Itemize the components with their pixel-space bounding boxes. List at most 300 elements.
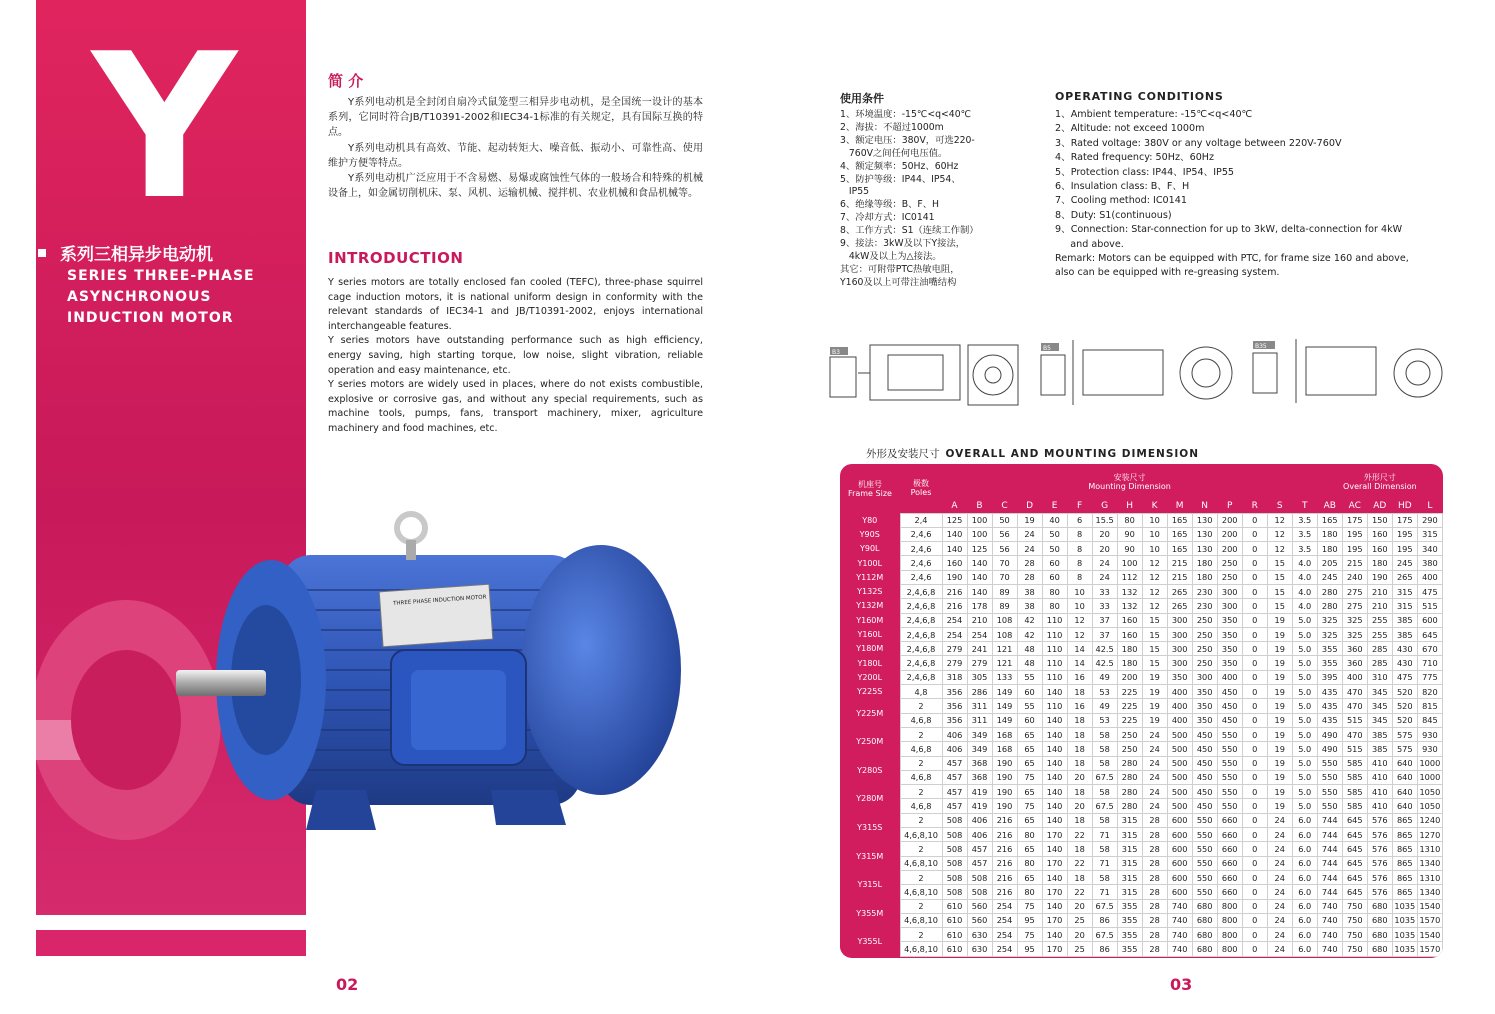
series-cn-title	[38, 240, 213, 265]
table-cell: 50	[1042, 527, 1067, 541]
table-cell: 24	[1092, 556, 1117, 570]
table-cell: 279	[967, 656, 992, 670]
table-cell: 520	[1392, 713, 1417, 727]
table-cell: 500	[1167, 785, 1192, 799]
table-cell: 645	[1342, 842, 1367, 856]
table-cell: 165	[1167, 542, 1192, 556]
table-cell: 38	[1017, 599, 1042, 613]
table-cell: 380	[1417, 556, 1442, 570]
table-cell: 645	[1342, 885, 1367, 899]
condition-cn-item: 2、海拔：不超过1000m	[840, 121, 944, 133]
table-cell: 640	[1392, 770, 1417, 784]
column-header: AB	[1323, 500, 1336, 511]
table-cell: 67.5	[1092, 899, 1117, 913]
table-cell: 368	[967, 756, 992, 770]
table-cell: 20	[1067, 770, 1092, 784]
table-cell: 53	[1092, 713, 1117, 727]
table-cell: 1050	[1417, 785, 1442, 799]
condition-en-item: and above.	[1055, 238, 1124, 250]
table-cell: 585	[1342, 785, 1367, 799]
table-row	[840, 727, 1443, 741]
table-cell: 508	[942, 856, 967, 870]
table-cell: 190	[992, 799, 1017, 813]
table-cell: 168	[992, 727, 1017, 741]
table-cell: 58	[1092, 742, 1117, 756]
table-cell: 75	[1017, 799, 1042, 813]
table-cell: 19	[1267, 785, 1292, 799]
table-cell: 290	[1417, 513, 1442, 527]
table-cell: 490	[1317, 742, 1342, 756]
condition-en-item: 4、Rated frequency: 50Hz、60Hz	[1055, 152, 1215, 164]
column-header: HD	[1397, 500, 1412, 511]
table-cell: 28	[1142, 913, 1167, 927]
table-row	[840, 699, 1443, 713]
table-cell: 80	[1017, 828, 1042, 842]
table-cell: 133	[992, 670, 1017, 684]
table-row	[840, 742, 1443, 756]
table-cell: 0	[1242, 799, 1267, 813]
table-cell: 67.5	[1092, 799, 1117, 813]
table-cell: 1340	[1417, 856, 1442, 870]
table-cell: 550	[1317, 785, 1342, 799]
table-cell: 0	[1242, 584, 1267, 598]
frame-cell: Y315M	[840, 842, 900, 871]
table-cell: 14	[1067, 642, 1092, 656]
table-cell: 279	[942, 642, 967, 656]
frame-cell: Y80	[840, 513, 900, 527]
table-cell: 550	[1192, 885, 1217, 899]
table-cell: 435	[1317, 685, 1342, 699]
table-cell: 740	[1317, 913, 1342, 927]
table-cell: 470	[1342, 727, 1367, 741]
table-cell: 600	[1417, 613, 1442, 627]
table-cell: 1035	[1392, 928, 1417, 942]
table-cell: 140	[1042, 742, 1067, 756]
table-caption-cn: 外形及安装尺寸	[866, 448, 940, 460]
table-cell: 95	[1017, 942, 1042, 956]
table-cell: 58	[1092, 842, 1117, 856]
table-row	[840, 642, 1443, 656]
table-cell: 575	[1392, 727, 1417, 741]
table-cell: 71	[1092, 856, 1117, 870]
table-cell: 140	[1042, 685, 1067, 699]
table-cell: 70	[992, 556, 1017, 570]
table-cell: 800	[1217, 913, 1242, 927]
table-cell: 740	[1167, 913, 1192, 927]
table-cell: 385	[1392, 627, 1417, 641]
table-cell: 6.0	[1292, 885, 1317, 899]
table-cell: 315	[1117, 885, 1142, 899]
table-row	[840, 527, 1443, 541]
table-cell: 660	[1217, 885, 1242, 899]
table-cell: 5.0	[1292, 785, 1317, 799]
frame-cell: Y355M	[840, 899, 900, 928]
table-cell: 20	[1067, 928, 1092, 942]
table-cell: 19	[1142, 713, 1167, 727]
table-cell: 18	[1067, 713, 1092, 727]
table-cell: 610	[942, 928, 967, 942]
table-cell: 406	[942, 727, 967, 741]
table-cell: 19	[1142, 699, 1167, 713]
table-cell: 4.0	[1292, 599, 1317, 613]
table-cell: 6	[1067, 513, 1092, 527]
table-cell: 18	[1067, 685, 1092, 699]
table-cell: 457	[942, 799, 967, 813]
table-cell: 356	[942, 699, 967, 713]
table-cell: 28	[1017, 570, 1042, 584]
table-cell: 140	[1042, 928, 1067, 942]
table-cell: 2	[900, 928, 942, 942]
table-cell: 450	[1192, 770, 1217, 784]
table-cell: 345	[1367, 699, 1392, 713]
table-cell: 435	[1317, 699, 1342, 713]
table-cell: 0	[1242, 527, 1267, 541]
table-cell: 216	[992, 842, 1017, 856]
table-cell: 216	[992, 870, 1017, 884]
table-cell: 0	[1242, 913, 1267, 927]
table-cell: 195	[1342, 527, 1367, 541]
table-cell: 450	[1217, 685, 1242, 699]
table-cell: 132	[1117, 599, 1142, 613]
table-cell: 1570	[1417, 913, 1442, 927]
table-cell: 575	[1392, 742, 1417, 756]
table-cell: 28	[1142, 828, 1167, 842]
table-cell: 355	[1317, 656, 1342, 670]
table-cell: 400	[1417, 570, 1442, 584]
table-cell: 610	[942, 942, 967, 956]
table-cell: 285	[1367, 656, 1392, 670]
ghost-motor	[36, 600, 221, 840]
table-row	[840, 913, 1443, 927]
table-cell: 71	[1092, 885, 1117, 899]
table-cell: 140	[967, 556, 992, 570]
table-cell: 750	[1342, 928, 1367, 942]
table-cell: 24	[1267, 870, 1292, 884]
table-cell: 140	[1042, 713, 1067, 727]
table-cell: 140	[1042, 727, 1067, 741]
table-cell: 50	[1042, 542, 1067, 556]
table-cell: 19	[1267, 727, 1292, 741]
table-cell: 75	[1017, 928, 1042, 942]
table-cell: 508	[967, 885, 992, 899]
table-cell: 140	[1042, 813, 1067, 827]
table-cell: 508	[942, 813, 967, 827]
table-cell: 318	[942, 670, 967, 684]
table-cell: 28	[1142, 928, 1167, 942]
table-cell: 1340	[1417, 885, 1442, 899]
table-cell: 325	[1342, 613, 1367, 627]
table-cell: 250	[1117, 727, 1142, 741]
table-cell: 71	[1092, 828, 1117, 842]
table-cell: 660	[1217, 842, 1242, 856]
table-cell: 170	[1042, 856, 1067, 870]
table-cell: 550	[1317, 799, 1342, 813]
table-cell: 740	[1167, 942, 1192, 956]
frame-cell: Y160M	[840, 613, 900, 627]
table-cell: 508	[942, 885, 967, 899]
table-cell: 355	[1117, 942, 1142, 956]
table-cell: 315	[1392, 584, 1417, 598]
table-cell: 0	[1242, 928, 1267, 942]
table-row	[840, 570, 1443, 584]
table-row	[840, 899, 1443, 913]
table-cell: 140	[1042, 756, 1067, 770]
table-cell: 500	[1167, 756, 1192, 770]
table-cell: 744	[1317, 813, 1342, 827]
conditions-cn-title: 使用条件	[840, 92, 884, 105]
table-cell: 300	[1167, 613, 1192, 627]
table-cell: 645	[1342, 870, 1367, 884]
table-cell: 80	[1017, 856, 1042, 870]
table-row	[840, 670, 1443, 684]
column-header: AC	[1348, 500, 1361, 511]
table-cell: 19	[1142, 670, 1167, 684]
table-cell: 576	[1367, 813, 1392, 827]
table-cell: 19	[1017, 513, 1042, 527]
table-cell: 670	[1417, 642, 1442, 656]
table-cell: 178	[967, 599, 992, 613]
table-cell: 140	[967, 570, 992, 584]
table-cell: 12	[1267, 542, 1292, 556]
intro-en-paragraph: Y series motors are totally enclosed fan cooled (TEFC), three-phase squirrel cage induction motors, it is national uniform design in conformity with the relevant standards of IEC34-1 and JB/T10391-2002, enjoys international interchangeable features.	[328, 277, 703, 332]
dimension-table	[840, 464, 1443, 958]
table-cell: 190	[1367, 570, 1392, 584]
table-cell: 49	[1092, 699, 1117, 713]
motor-illustration	[36, 510, 686, 920]
table-cell: 75	[1017, 899, 1042, 913]
table-cell: 457	[967, 856, 992, 870]
table-cell: 450	[1192, 785, 1217, 799]
table-cell: 744	[1317, 828, 1342, 842]
table-cell: 15.5	[1092, 513, 1117, 527]
table-cell: 18	[1067, 842, 1092, 856]
condition-cn-item: 8、工作方式：S1（连续工作制）	[840, 225, 979, 237]
table-cell: 230	[1192, 599, 1217, 613]
table-cell: 5.0	[1292, 656, 1317, 670]
table-cell: 24	[1267, 913, 1292, 927]
table-cell: 865	[1392, 842, 1417, 856]
table-cell: 550	[1217, 799, 1242, 813]
table-cell: 28	[1017, 556, 1042, 570]
table-cell: 8	[1067, 556, 1092, 570]
table-cell: 645	[1342, 813, 1367, 827]
table-cell: 48	[1017, 656, 1042, 670]
table-cell: 385	[1392, 613, 1417, 627]
table-cell: 315	[1117, 813, 1142, 827]
frame-cell: Y180M	[840, 642, 900, 656]
table-cell: 180	[1317, 527, 1342, 541]
table-cell: 355	[1117, 928, 1142, 942]
table-cell: 645	[1342, 856, 1367, 870]
table-cell: 24	[1142, 742, 1167, 756]
table-cell: 550	[1317, 756, 1342, 770]
table-cell: 660	[1217, 813, 1242, 827]
table-cell: 550	[1192, 870, 1217, 884]
table-cell: 254	[992, 928, 1017, 942]
frame-cell: Y132M	[840, 599, 900, 613]
table-cell: 1240	[1417, 813, 1442, 827]
table-cell: 110	[1042, 613, 1067, 627]
table-cell: 640	[1392, 756, 1417, 770]
column-header: A	[951, 500, 958, 511]
table-cell: 2	[900, 727, 942, 741]
table-cell: 368	[967, 770, 992, 784]
table-row	[840, 542, 1443, 556]
table-cell: 600	[1167, 813, 1192, 827]
table-cell: 65	[1017, 870, 1042, 884]
table-cell: 508	[967, 870, 992, 884]
table-cell: 254	[967, 627, 992, 641]
frame-cell: Y280M	[840, 785, 900, 814]
column-header: S	[1276, 500, 1283, 511]
table-cell: 680	[1367, 913, 1392, 927]
table-cell: 255	[1367, 627, 1392, 641]
table-cell: 406	[967, 828, 992, 842]
table-cell: 660	[1217, 856, 1242, 870]
table-cell: 0	[1242, 785, 1267, 799]
table-cell: 550	[1217, 785, 1242, 799]
table-cell: 110	[1042, 699, 1067, 713]
table-cell: 2,4	[900, 513, 942, 527]
table-cell: 5.0	[1292, 642, 1317, 656]
table-cell: 255	[1367, 613, 1392, 627]
table-cell: 750	[1342, 899, 1367, 913]
table-cell: 400	[1167, 713, 1192, 727]
table-cell: 58	[1092, 870, 1117, 884]
frame-cell: Y280S	[840, 756, 900, 785]
series-en-title	[67, 266, 255, 329]
condition-en-item: 3、Rated voltage: 380V or any voltage between 220V-760V	[1055, 137, 1342, 149]
table-cell: 800	[1217, 928, 1242, 942]
table-cell: 5.0	[1292, 770, 1317, 784]
table-cell: 3.5	[1292, 542, 1317, 556]
table-cell: 349	[967, 742, 992, 756]
table-cell: 12	[1067, 627, 1092, 641]
table-cell: 660	[1217, 828, 1242, 842]
condition-en-item: Remark: Motors can be equipped with PTC, for frame size 160 and above,	[1055, 253, 1409, 265]
table-cell: 610	[942, 899, 967, 913]
table-cell: 0	[1242, 613, 1267, 627]
table-cell: 149	[992, 685, 1017, 699]
table-cell: 160	[1117, 627, 1142, 641]
table-cell: 18	[1067, 742, 1092, 756]
table-cell: 15	[1142, 656, 1167, 670]
table-cell: 2	[900, 756, 942, 770]
table-cell: 4,6,8	[900, 713, 942, 727]
table-cell: 325	[1342, 627, 1367, 641]
table-cell: 5.0	[1292, 613, 1317, 627]
table-cell: 350	[1217, 627, 1242, 641]
table-cell: 175	[1342, 513, 1367, 527]
column-header: H	[1126, 500, 1133, 511]
table-cell: 315	[1117, 828, 1142, 842]
table-cell: 5.0	[1292, 799, 1317, 813]
frame-cell: Y112M	[840, 570, 900, 584]
table-cell: 1270	[1417, 828, 1442, 842]
table-cell: 37	[1092, 627, 1117, 641]
table-cell: 280	[1317, 599, 1342, 613]
table-cell: 28	[1142, 813, 1167, 827]
table-cell: 265	[1392, 570, 1417, 584]
condition-cn-item: 其它：可附带PTC热敏电阻，	[840, 263, 960, 275]
table-cell: 470	[1342, 685, 1367, 699]
table-cell: 275	[1342, 599, 1367, 613]
table-cell: 65	[1017, 785, 1042, 799]
table-cell: 140	[942, 542, 967, 556]
table-cell: 550	[1192, 856, 1217, 870]
table-cell: 680	[1367, 899, 1392, 913]
table-cell: 100	[967, 527, 992, 541]
intro-en-paragraph: Y series motors are widely used in places, where do not exists combustible, explosive or corrosive gas, and without any special requirements, such as machine tools, pumps, fans, transport machinery, mixer, agriculture machinery and food machines, etc.	[328, 379, 703, 434]
table-cell: 20	[1067, 799, 1092, 813]
table-cell: 865	[1392, 813, 1417, 827]
table-cell: 24	[1267, 856, 1292, 870]
table-cell: 19	[1267, 627, 1292, 641]
red-bottom-stripe	[36, 930, 306, 956]
table-cell: 265	[1167, 599, 1192, 613]
table-cell: 300	[1167, 656, 1192, 670]
table-cell: 24	[1267, 813, 1292, 827]
table-cell: 2,4,6,8	[900, 656, 942, 670]
table-cell: 410	[1367, 799, 1392, 813]
table-cell: 245	[1317, 570, 1342, 584]
table-cell: 550	[1217, 770, 1242, 784]
frame-header: 机座号 Frame Size	[848, 479, 892, 498]
table-cell: 16	[1067, 670, 1092, 684]
table-row	[840, 584, 1443, 598]
table-cell: 0	[1242, 713, 1267, 727]
table-cell: 80	[1117, 513, 1142, 527]
table-cell: 744	[1317, 870, 1342, 884]
table-cell: 457	[942, 770, 967, 784]
table-cell: 680	[1192, 928, 1217, 942]
table-cell: 0	[1242, 656, 1267, 670]
table-cell: 1540	[1417, 899, 1442, 913]
table-cell: 195	[1392, 527, 1417, 541]
table-cell: 150	[1367, 513, 1392, 527]
table-cell: 457	[967, 842, 992, 856]
table-cell: 600	[1167, 870, 1192, 884]
page-number-right: 03	[1170, 975, 1193, 994]
table-cell: 355	[1117, 899, 1142, 913]
diagram-label-b3: B3	[832, 349, 840, 356]
table-cell: 130	[1192, 527, 1217, 541]
table-cell: 550	[1217, 756, 1242, 770]
table-cell: 350	[1217, 642, 1242, 656]
big-y-letter: Y	[92, 11, 231, 244]
table-cell: 180	[1367, 556, 1392, 570]
table-cell: 645	[1417, 627, 1442, 641]
table-cell: 160	[1117, 613, 1142, 627]
table-cell: 280	[1117, 770, 1142, 784]
table-cell: 325	[1317, 627, 1342, 641]
table-cell: 12	[1267, 527, 1292, 541]
table-cell: 28	[1142, 942, 1167, 956]
table-cell: 2,4,6	[900, 527, 942, 541]
table-cell: 205	[1317, 556, 1342, 570]
condition-cn-item: 4、额定频率：50Hz、60Hz	[840, 160, 959, 172]
table-cell: 65	[1017, 813, 1042, 827]
table-cell: 419	[967, 785, 992, 799]
table-cell: 515	[1417, 599, 1442, 613]
table-cell: 419	[967, 799, 992, 813]
intro-cn-paragraph: Y系列电动机具有高效、节能、起动转矩大、噪音低、振动小、可靠性高、使用维护方便等特点。	[328, 142, 703, 169]
table-cell: 450	[1192, 756, 1217, 770]
table-cell: 0	[1242, 642, 1267, 656]
condition-cn-item: Y160及以上可带注油嘴结构	[840, 276, 957, 288]
table-cell: 121	[992, 642, 1017, 656]
frame-cell: Y225S	[840, 685, 900, 699]
